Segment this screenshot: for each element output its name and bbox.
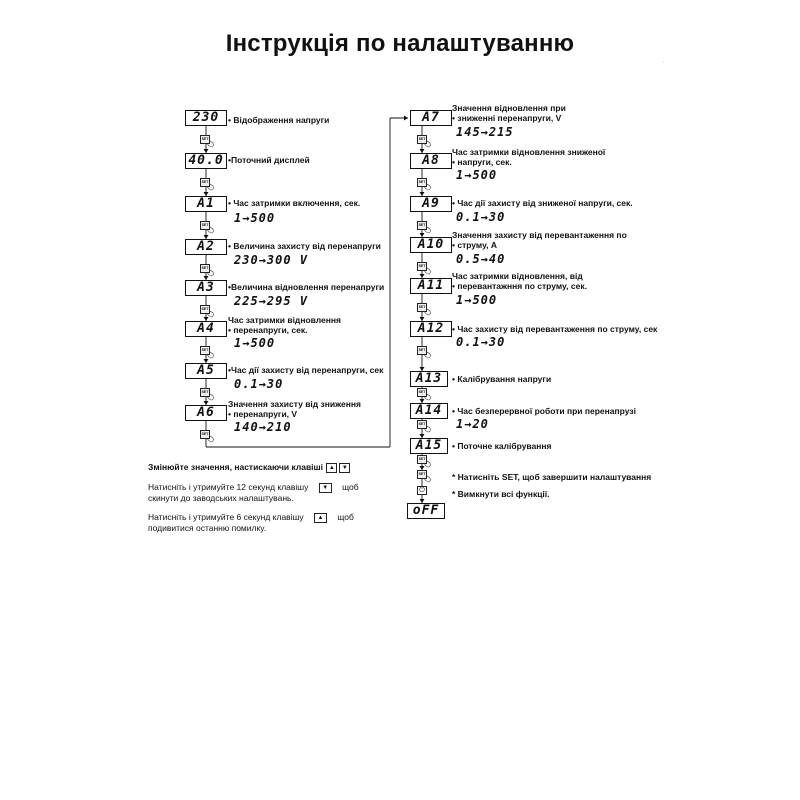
step-label-10: Час затримки відновлення зниженої • напруги, сек. xyxy=(452,147,606,167)
set-button-icon[interactable]: SET xyxy=(200,430,210,439)
error-note-text: Натисніть і утримуйте 6 секунд клавішу xyxy=(148,512,304,522)
set-button-icon[interactable]: SET xyxy=(200,264,210,273)
set-button-icon[interactable]: SET xyxy=(417,455,427,464)
set-button-icon[interactable]: SET xyxy=(417,262,427,271)
page-title: Інструкція по налаштуванню xyxy=(225,30,575,57)
set-button-icon[interactable]: SET xyxy=(200,135,210,144)
dot-mark: · xyxy=(662,59,665,66)
set-button-icon[interactable]: SET xyxy=(417,303,427,312)
step-label-17: • Поточне калібрування xyxy=(452,441,552,451)
lcd-display-12: A10 xyxy=(410,237,452,253)
step-label-12: Значення захисту від перевантаження по • струму, A xyxy=(452,230,627,250)
lcd-display-15: A13 xyxy=(410,371,448,387)
step-label-7: •Час дії захисту від перенапруги, сек xyxy=(228,365,384,375)
step-label-8: Значення захисту від зниження • перенапруги, V xyxy=(228,399,362,419)
set-button-icon[interactable]: SET xyxy=(200,346,210,355)
step-label-5: •Величина відновлення перенапруги xyxy=(228,282,385,292)
lcd-display-14: A12 xyxy=(410,321,452,337)
finish-note: * Натисніть SET, щоб завершити налаштування xyxy=(452,472,652,482)
step-label-14: • Час захисту від перевантаження по струму, сек xyxy=(452,324,658,334)
reset-note-text: Натисніть і утримуйте 12 секунд клавішу xyxy=(148,482,309,492)
set-button-icon[interactable]: SET xyxy=(417,388,427,397)
lcd-display-17: A15 xyxy=(410,438,448,454)
step-label-13: Час затримки відновлення, від • перевантажння по струму, сек. xyxy=(452,271,587,291)
step-range-5: 225→295 V xyxy=(234,294,309,308)
power-note: * Вимкнути всі функції. xyxy=(452,489,550,499)
power-icon[interactable]: ⏻ xyxy=(417,486,427,495)
error-note xyxy=(148,512,354,534)
reset-note xyxy=(148,482,359,504)
step-range-14: 0.1→30 xyxy=(456,335,506,349)
lcd-display-11: A9 xyxy=(410,196,452,212)
arrow-up-icon: ▲ xyxy=(314,513,327,523)
set-button-icon[interactable]: SET xyxy=(417,221,427,230)
lcd-display-4: A2 xyxy=(185,239,227,255)
set-button-icon[interactable]: SET xyxy=(200,221,210,230)
set-button-icon[interactable]: SET xyxy=(200,305,210,314)
step-label-3: • Час затримки включення, сек. xyxy=(228,198,361,208)
set-button-icon[interactable]: SET xyxy=(200,178,210,187)
set-button-icon[interactable]: SET xyxy=(417,346,427,355)
step-range-9: 145→215 xyxy=(456,125,514,139)
step-label-16: • Час безперервної роботи при перенапрузі xyxy=(452,406,636,416)
step-label-2: •Поточний дисплей xyxy=(228,155,310,165)
change-note xyxy=(148,462,351,473)
lcd-display-5: A3 xyxy=(185,280,227,296)
change-note-text: Змінюйте значення, настискаючи клавіші xyxy=(148,462,323,472)
lcd-display-16: A14 xyxy=(410,403,448,419)
step-range-12: 0.5→40 xyxy=(456,252,506,266)
lcd-display-13: A11 xyxy=(410,278,452,294)
lcd-display-2: 40.0 xyxy=(185,153,227,169)
lcd-display-6: A4 xyxy=(185,321,227,337)
lcd-display-1: 230 xyxy=(185,110,227,126)
step-range-16: 1→20 xyxy=(456,417,489,431)
step-range-13: 1→500 xyxy=(456,293,498,307)
step-range-4: 230→300 V xyxy=(234,253,309,267)
set-button-icon[interactable]: SET xyxy=(200,388,210,397)
step-label-11: • Час дії захисту від зниженої напруги, сек. xyxy=(452,198,633,208)
set-button-icon[interactable]: SET xyxy=(417,420,427,429)
error-note-line2: подивитися останню помилку. xyxy=(148,523,267,533)
arrow-head xyxy=(404,116,408,121)
lcd-display-7: A5 xyxy=(185,363,227,379)
arrow-up-icon: ▲ xyxy=(326,463,337,473)
set-button-icon[interactable]: SET xyxy=(417,178,427,187)
step-range-6: 1→500 xyxy=(234,336,276,350)
error-note-suffix: щоб xyxy=(337,512,354,522)
step-label-15: • Калібрування напруги xyxy=(452,374,552,384)
lcd-display-8: A6 xyxy=(185,405,227,421)
step-range-8: 140→210 xyxy=(234,420,292,434)
step-range-10: 1→500 xyxy=(456,168,498,182)
step-label-6: Час затримки відновлення • перенапруги, сек. xyxy=(228,315,342,335)
step-label-4: • Величина захисту від перенапруги xyxy=(228,241,381,251)
arrow-down-icon: ▼ xyxy=(319,483,332,493)
step-range-3: 1→500 xyxy=(234,211,276,225)
lcd-display-off: oFF xyxy=(407,503,445,519)
set-button-icon[interactable]: SET xyxy=(417,470,427,479)
step-range-7: 0.1→30 xyxy=(234,377,284,391)
lcd-display-10: A8 xyxy=(410,153,452,169)
reset-note-suffix: щоб xyxy=(342,482,359,492)
arrow-down-icon: ▼ xyxy=(339,463,350,473)
lcd-display-3: A1 xyxy=(185,196,227,212)
step-label-9: Значення відновлення при • зниженні перенапруги, V xyxy=(452,103,566,123)
set-button-icon[interactable]: SET xyxy=(417,135,427,144)
reset-note-line2: скинути до заводських налаштувань. xyxy=(148,493,294,503)
step-range-11: 0.1→30 xyxy=(456,210,506,224)
lcd-display-9: A7 xyxy=(410,110,452,126)
step-label-1: • Відображення напруги xyxy=(228,115,330,125)
